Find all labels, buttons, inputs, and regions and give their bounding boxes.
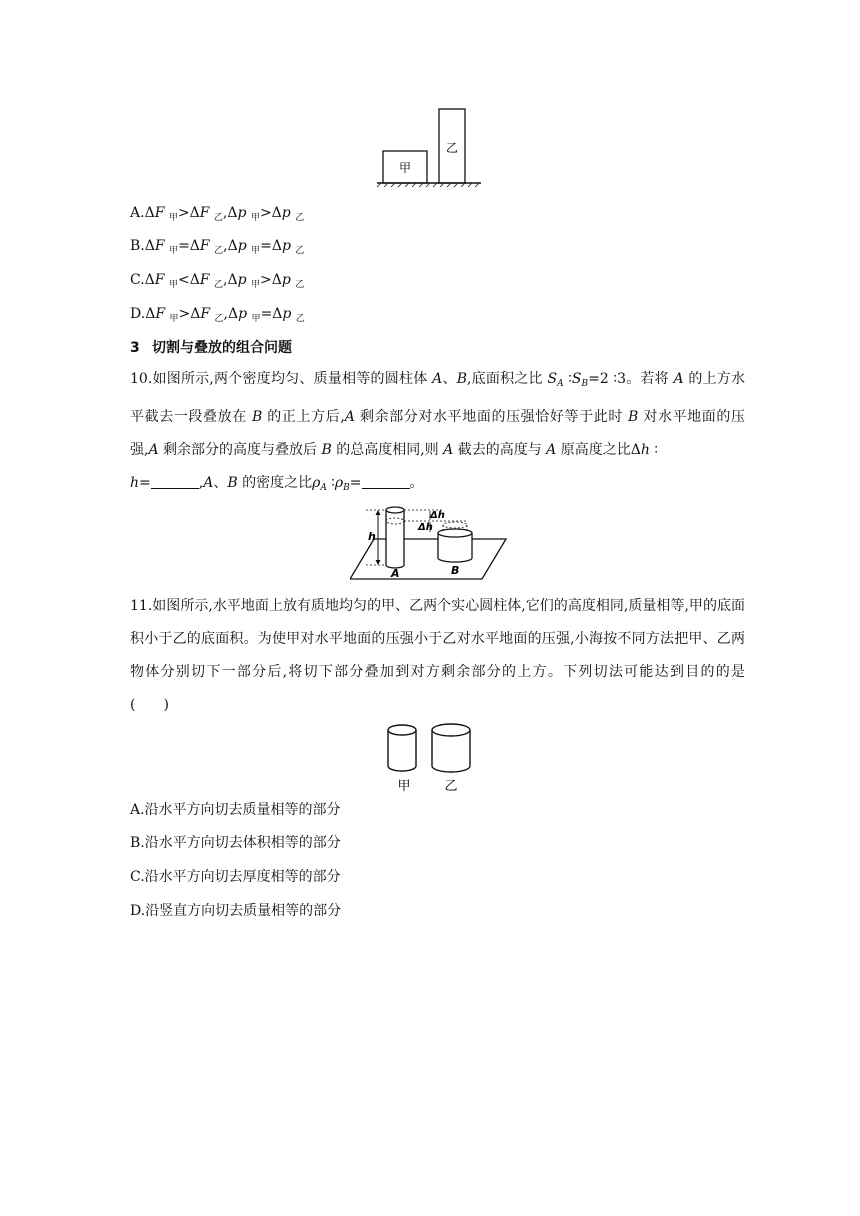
q9-option-b: B.ΔF $_甲$=ΔF $_乙$,Δp $_甲$=Δp $_乙$ — [130, 238, 305, 256]
label-B: B — [451, 564, 460, 577]
q9-option-d: D.ΔF $_甲$>ΔF $_乙$,Δp $_甲$=Δp $_乙$ — [130, 306, 305, 324]
answer-blank-1[interactable] — [151, 474, 199, 489]
section-title: 切割与叠放的组合问题 — [152, 340, 292, 356]
cylinders-ab-figure — [350, 503, 510, 583]
label-dh-2: Δh — [418, 522, 433, 533]
q9-option-a: A.ΔF $_甲$>ΔF $_乙$,Δp $_甲$>Δp $_乙$ — [130, 205, 305, 223]
q11-option-b: B.沿水平方向切去体积相等的部分 — [130, 835, 341, 851]
block-b-label: 乙 — [445, 141, 459, 155]
q11-option-d: D.沿竖直方向切去质量相等的部分 — [130, 903, 342, 919]
label-A: A — [391, 567, 400, 580]
block-a-label: 甲 — [398, 161, 412, 175]
section-heading — [130, 338, 292, 358]
answer-blank-2[interactable] — [362, 474, 410, 489]
question-11: 11.如图所示,水平地面上放有质地均匀的甲、乙两个实心圆柱体,它们的高度相同,质量相等,甲的底面积小于乙的底面积。为使甲对水平地面的压强小于乙对水平地面的压强,小海按不同方法把甲、乙两物体分别切下一部分后,将切下部分叠加到对方剩余部分的上方。下列切法可能达到目的的是 ( ) — [130, 598, 759, 713]
section-number: 3 — [130, 340, 140, 356]
blocks-figure — [375, 105, 487, 187]
cylinders-jia-yi-figure — [382, 722, 478, 798]
label-yi: 乙 — [444, 779, 458, 794]
label-dh-1: Δh — [430, 510, 445, 521]
question-10: 10.如图所示,两个密度均匀、质量相等的圆柱体 A、B,底面积之比 $S_A$ $∶S_B=2$ ∶3。若将 A 的上方水平截去一段叠放在 B 的正上方后,A 剩余部分对水平地面的压强恰好等于此时 B 对水平地面的压强,A 剩余部分的高度与叠放后 B 的总高度相同,则 A 截去的高度与 A 原高度之比Δh ∶ h= ,A、B 的密度之比$\rho_A$ $∶\rho_B=$ 。 — [130, 371, 746, 493]
q11-option-a: A.沿水平方向切去质量相等的部分 — [130, 802, 341, 818]
label-jia: 甲 — [397, 779, 411, 794]
label-h: h — [368, 530, 376, 543]
q9-option-c: C.ΔF $_甲$<ΔF $_乙$,Δp $_甲$>Δp $_乙$ — [130, 272, 305, 290]
q11-option-c: C.沿水平方向切去厚度相等的部分 — [130, 869, 341, 885]
